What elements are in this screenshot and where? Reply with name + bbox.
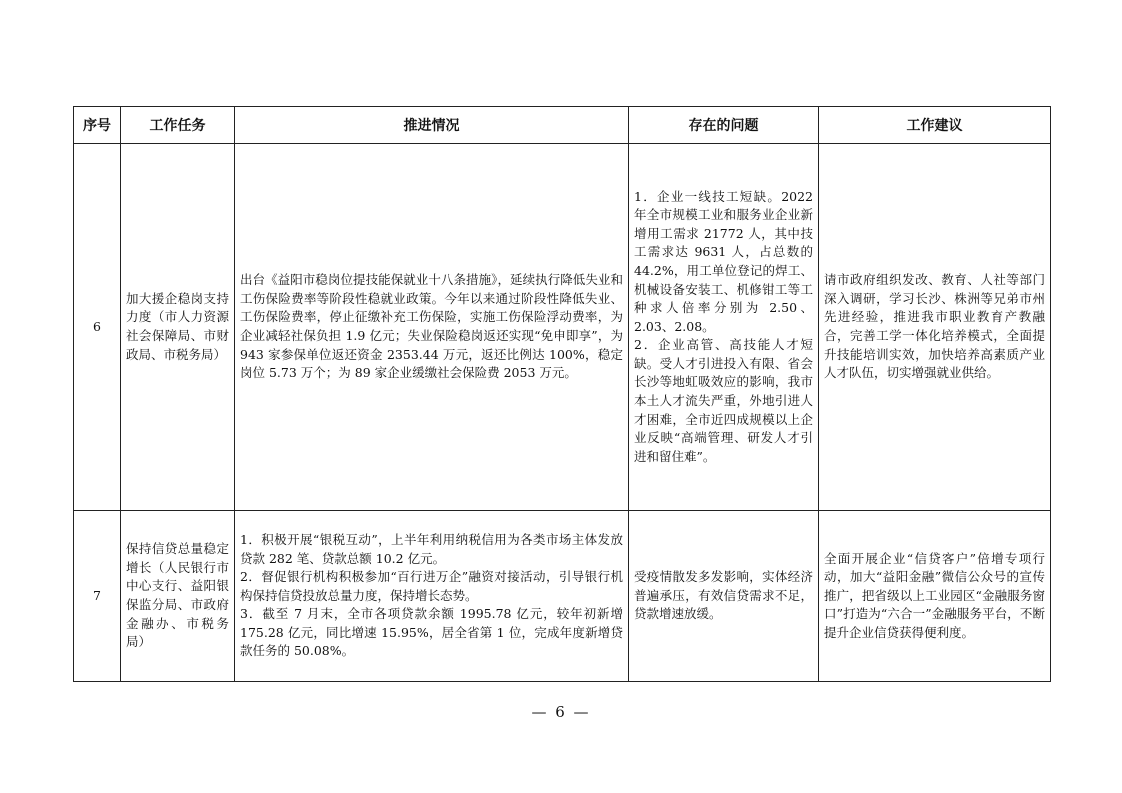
suggestion-paragraph: 请市政府组织发改、教育、人社等部门深入调研，学习长沙、株洲等兄弟市州先进经验，推进我市职业教育产教融合，完善工学一体化培养模式，全面提升技能培训实效，加快培养高素质产业人才队伍，切实增强就业供给。 — [824, 272, 1045, 381]
task-cell: 加大援企稳岗支持力度（市人力资源社会保障局、市财政局、市税务局） — [121, 144, 235, 511]
progress-cell — [235, 511, 629, 682]
table-row — [74, 144, 1051, 511]
suggestion-paragraph: 全面开展企业“信贷客户”倍增专项行动，加大“益阳金融”微信公众号的宣传推广，把省级以上工业园区“金融服务窗口”打造为“六合一”金融服务平台，不断提升企业信贷获得便利度。 — [824, 550, 1045, 640]
progress-paragraph: 1．积极开展“银税互动”，上半年利用纳税信用为各类市场主体发放贷款 282 笔、贷款总额 10.2 亿元。 — [240, 531, 623, 566]
problems-cell — [629, 144, 819, 511]
problem-paragraph: 1．企业一线技工短缺。2022 年全市规模工业和服务业企业新增用工需求 21772 人，其中技工需求达 9631 人，占总数的 44.2%，用工单位登记的焊工、机械设备安装工、机修钳工等工种求人倍率分别为 2.50、2.03、2.08。 — [634, 188, 813, 334]
table-row — [74, 511, 1051, 682]
header-problems: 存在的问题 — [629, 107, 819, 144]
header-serial-number: 序号 — [74, 107, 121, 144]
problems-cell — [629, 511, 819, 682]
suggestions-cell — [819, 511, 1051, 682]
problem-paragraph: 受疫情散发多发影响，实体经济普遍承压，有效信贷需求不足，贷款增速放缓。 — [634, 569, 813, 622]
progress-paragraph: 3．截至 7 月末，全市各项贷款余额 1995.78 亿元，较年初新增 175.28 亿元，同比增速 15.95%，居全省第 1 位，完成年度新增贷款任务的 50.08%。 — [240, 606, 623, 659]
header-suggestions: 工作建议 — [819, 107, 1051, 144]
work-task-table — [73, 106, 1051, 682]
problem-paragraph: 2．企业高管、高技能人才短缺。受人才引进投入有限、省会长沙等地虹吸效应的影响，我市本土人才流失严重，外地引进人才困难，全市近四成规模以上企业反映“高端管理、研发人才引进和留住难”。 — [634, 337, 813, 464]
page-number: — 6 — — [531, 703, 591, 721]
header-progress: 推进情况 — [235, 107, 629, 144]
table-header-row — [74, 107, 1051, 144]
header-work-task: 工作任务 — [121, 107, 235, 144]
progress-paragraph: 2．督促银行机构积极参加“百行进万企”融资对接活动，引导银行机构保持信贷投放总量力度，保持增长态势。 — [240, 569, 623, 603]
row-number: 7 — [74, 511, 121, 682]
suggestions-cell — [819, 144, 1051, 511]
row-number: 6 — [74, 144, 121, 511]
progress-paragraph: 出台《益阳市稳岗位提技能保就业十八条措施》，延续执行降低失业和工伤保险费率等阶段性稳就业政策。今年以来通过阶段性降低失业、工伤保险费率，停止征缴补充工伤保险，实施工伤保险浮动费率，为企业减轻社保负担 1.9 亿元；失业保险稳岗返还实现“免申即享”，为 943 家参保单位返还资金 2353.44 万元，返还比例达 100%，稳定岗位 5.73 万个；为 89 家企业缓缴社会保险费 2053 万元。 — [240, 272, 623, 381]
progress-cell — [235, 144, 629, 511]
task-cell: 保持信贷总量稳定增长（人民银行市中心支行、益阳银保监分局、市政府金融办、市税务局） — [121, 511, 235, 682]
